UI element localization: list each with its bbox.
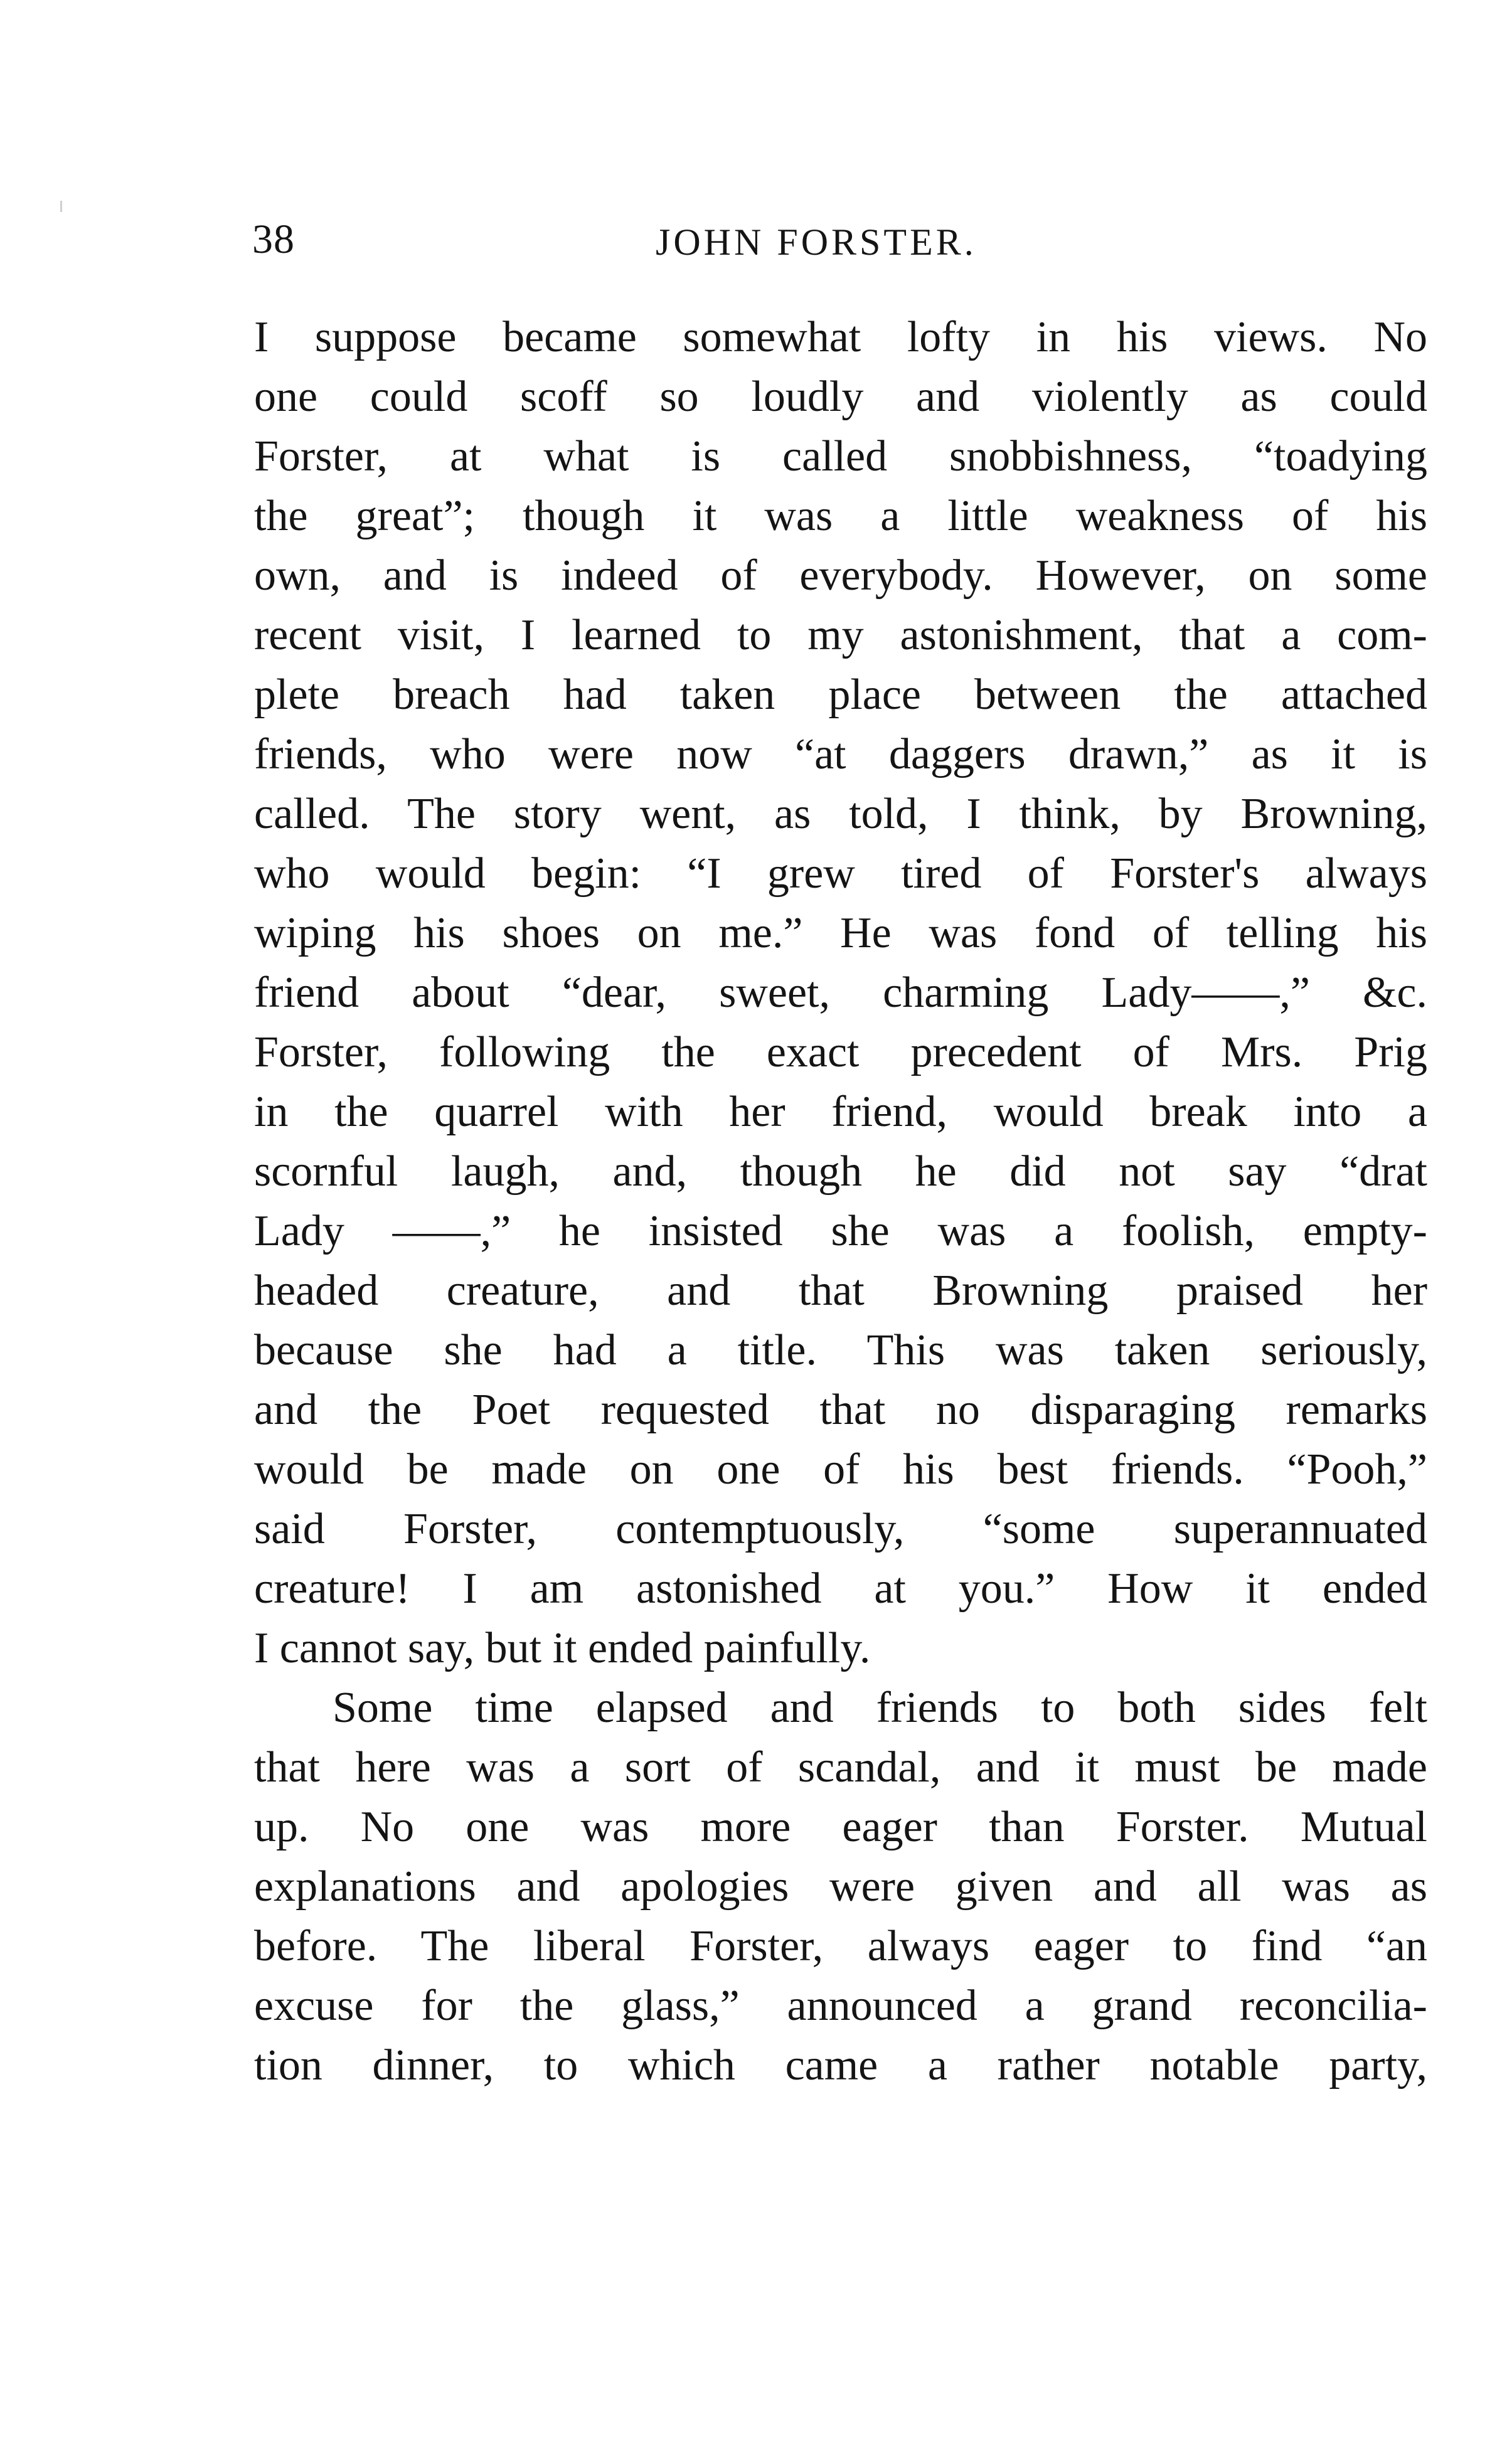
text-line: Forster, at what is called snobbishness, “toadying <box>254 432 1427 481</box>
text-line: wiping his shoes on me.” He was fond of telling his <box>254 909 1427 957</box>
text-line: in the quarrel with her friend, would break into a <box>254 1088 1427 1136</box>
scan-mark <box>60 201 62 212</box>
text-line: said Forster, contemptuously, “some superannuated <box>254 1505 1427 1553</box>
body-text <box>254 307 1427 2095</box>
text-line: tion dinner, to which came a rather notable party, <box>254 2041 1427 2090</box>
text-line: scornful laugh, and, though he did not say “drat <box>254 1147 1427 1196</box>
text-line: excuse for the glass,” announced a grand reconcilia- <box>254 1982 1427 2030</box>
text-line: recent visit, I learned to my astonishment, that a com- <box>254 611 1427 659</box>
text-line: plete breach had taken place between the attached <box>254 671 1427 719</box>
text-line: would be made on one of his best friends. “Pooh,” <box>254 1445 1427 1494</box>
text-line: headed creature, and that Browning praised her <box>254 1267 1427 1315</box>
text-line: explanations and apologies were given and all was as <box>254 1862 1427 1911</box>
text-line: Some time elapsed and friends to both sides felt <box>333 1684 1427 1732</box>
text-line: friends, who were now “at daggers drawn,” as it is <box>254 730 1427 778</box>
text-line: the great”; though it was a little weakness of his <box>254 492 1427 540</box>
text-line: I suppose became somewhat lofty in his views. No <box>254 313 1427 361</box>
text-line: up. No one was more eager than Forster. Mutual <box>254 1803 1427 1851</box>
text-line: and the Poet requested that no disparaging remarks <box>254 1386 1427 1434</box>
page-number: 38 <box>252 216 295 262</box>
text-line: because she had a title. This was taken seriously, <box>254 1326 1427 1374</box>
text-line: that here was a sort of scandal, and it must be made <box>254 1743 1427 1792</box>
text-line: one could scoff so loudly and violently as could <box>254 373 1427 421</box>
text-line: before. The liberal Forster, always eager to find “an <box>254 1922 1427 1970</box>
text-line: who would begin: “I grew tired of Forster's always <box>254 849 1427 898</box>
text-line: I cannot say, but it ended painfully. <box>254 1624 871 1672</box>
text-line: called. The story went, as told, I think, by Browning, <box>254 790 1427 838</box>
text-line: Lady ——,” he insisted she was a foolish, empty- <box>254 1207 1427 1255</box>
text-line: friend about “dear, sweet, charming Lady——,” &c. <box>254 969 1427 1017</box>
running-head: JOHN FORSTER. <box>656 221 977 263</box>
text-line: own, and is indeed of everybody. However, on some <box>254 551 1427 600</box>
text-line: Forster, following the exact precedent of Mrs. Prig <box>254 1028 1427 1076</box>
text-line: creature! I am astonished at you.” How it ended <box>254 1564 1427 1613</box>
